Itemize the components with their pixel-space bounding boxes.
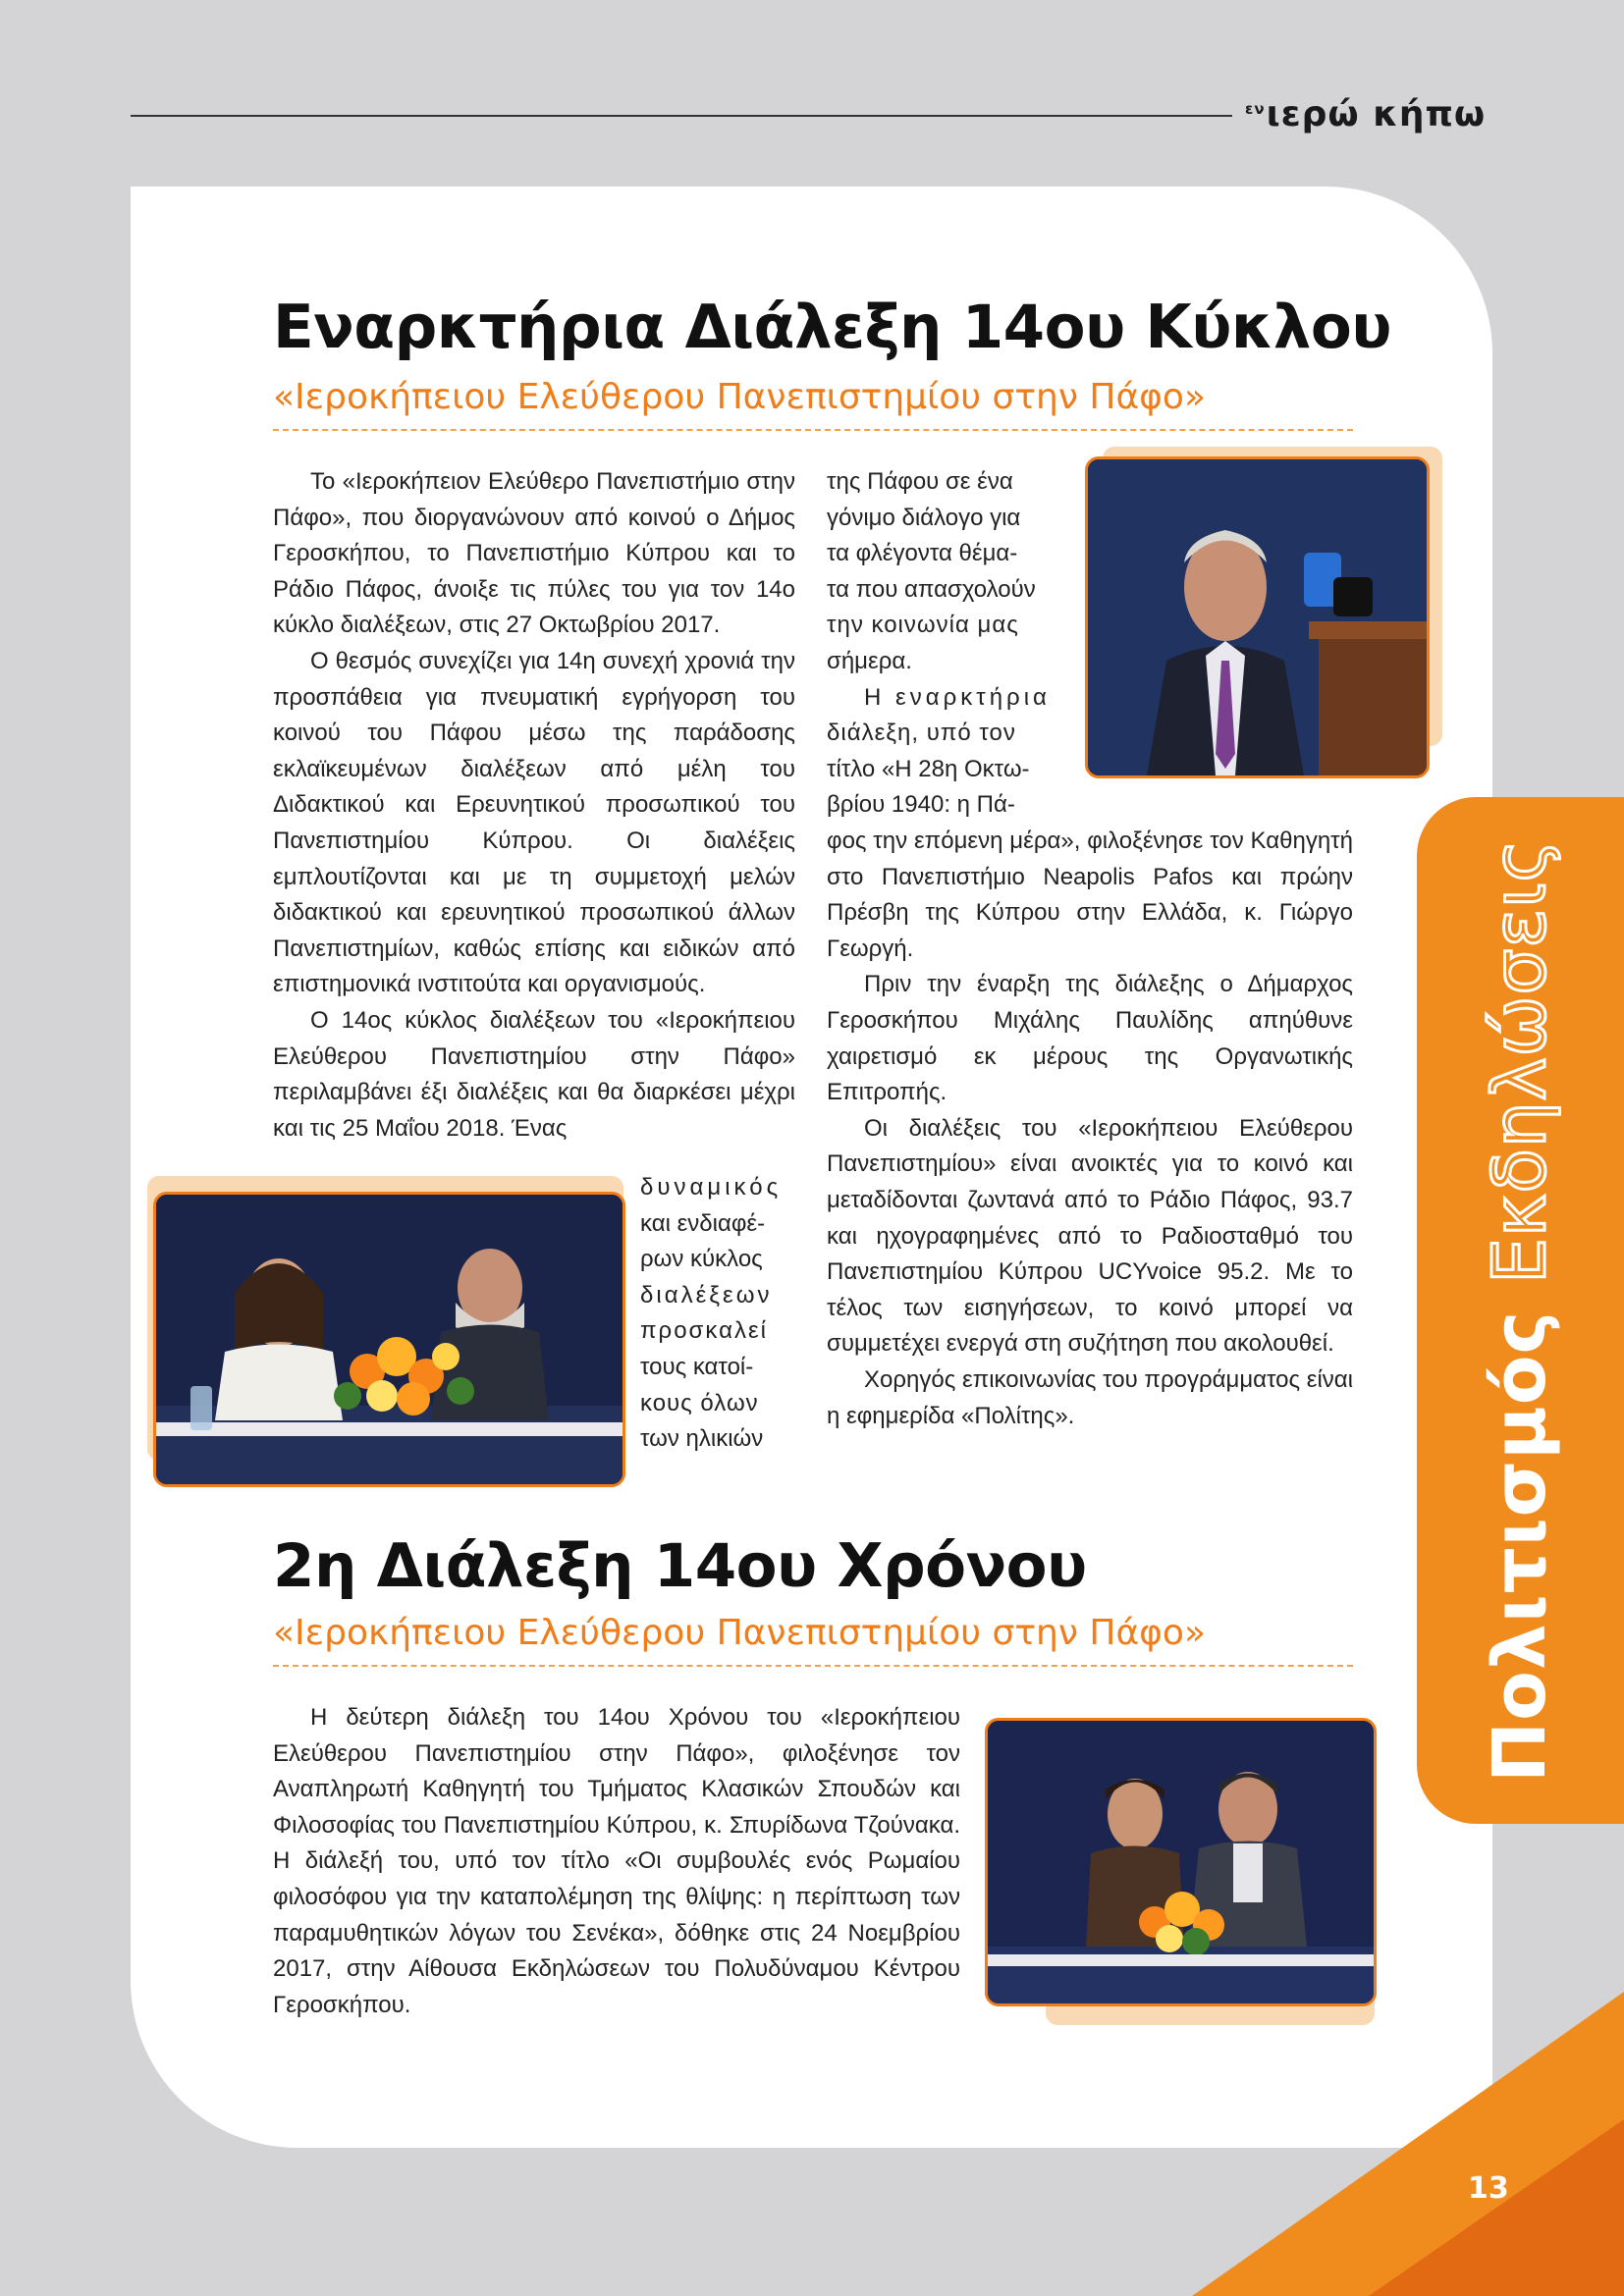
article2-divider — [273, 1665, 1353, 1667]
masthead-title: ιερώ κήπω — [1266, 94, 1487, 134]
wrap-line: τα που απασχολούν — [827, 575, 1036, 603]
article2-body — [273, 1700, 960, 2023]
wrap-line: προσκαλεί — [640, 1317, 768, 1345]
wrap-line: των ηλικιών — [640, 1425, 764, 1453]
article1-column2 — [827, 824, 1353, 1434]
wrap-line: σήμερα. — [827, 647, 912, 674]
section-tab-label — [1478, 838, 1562, 1783]
article1-paragraph: Ο θεσμός συνεχίζει για 14η συνεχή χρονιά την προσπάθεια για πνευματική εγρήγορση του κοινού του Πάφου μέσω της παράδοσης εκλαϊκευμένων διαλέξεων από μέλη του Διδακτικού και Ερευνητικού προσωπικού του Πανεπιστημίου Κύπρου. Οι διαλέξεις εμπλουτίζονται και με τη συμμετοχή μελών διδακτικού και ερευνητικού προσωπικού άλλων Πανεπιστημίων, καθώς επίσης και ειδικών από επιστημονικά ινστιτούτα και οργανισμούς. — [273, 647, 795, 998]
masthead-superscript: εν — [1245, 100, 1266, 118]
wrap-line: της Πάφου σε ένα — [827, 468, 1013, 495]
masthead — [1245, 94, 1486, 134]
article1-column2-wrap — [827, 464, 1058, 824]
wrap-line: τους κατοί- — [640, 1353, 754, 1380]
article1-subtitle: «Ιεροκήπειου Ελεύθερου Πανεπιστημίου στην Πάφο» — [273, 377, 1206, 417]
wrap-line: βρίου 1940: η Πά- — [827, 791, 1015, 819]
wrap-line: τίτλο «Η 28η Οκτω- — [827, 755, 1030, 782]
page-number: 13 — [1468, 2171, 1509, 2206]
wrap-line: ρων κύκλος — [640, 1246, 763, 1273]
wrap-line: κους όλων — [640, 1389, 759, 1416]
article1-column1 — [273, 464, 795, 1147]
article2-paragraph: Η δεύτερη διάλεξη του 14ου Χρόνου του «Ιεροκήπειου Ελεύθερου Πανεπιστημίου στην Πάφο», φιλοξένησε τον Αναπληρωτή Καθηγητή του Τμήματος Κλασικών Σπουδών και Φιλοσοφίας του Πανεπιστημίου Κύπρου, κ. Σπυρίδωνα Τζούνακα. Η διάλεξή του, υπό τον τίτλο «Οι συμβουλές ενός Ρωμαίου φιλοσόφου για την καταπολέμηση της θλίψης: η περίπτωση των παραμυθητικών λόγων του Σενέκα», δόθηκε στις 24 Νοεμβρίου 2017, στην Αίθουσα Εκδηλώσεων του Πολυδύναμου Κέντρου Γεροσκήπου. — [273, 1704, 960, 2018]
article2-title: 2η Διάλεξη 14ου Χρόνου — [273, 1531, 1087, 1601]
wrap-line: τα φλέγοντα θέμα- — [827, 540, 1018, 567]
article1-paragraph: Πριν την έναρξη της διάλεξης ο Δήμαρχος Γεροσκήπου Μιχάλης Παυλίδης απηύθυνε χαιρετισμό εκ μέρους της Οργανωτικής Επιτροπής. — [827, 971, 1353, 1106]
article1-column1-wrap — [640, 1170, 795, 1458]
article1-paragraph: Το «Ιεροκήπειον Ελεύθερο Πανεπιστήμιο στην Πάφο», που διοργανώνουν από κοινού ο Δήμος Γεροσκήπου, το Πανεπιστήμιο Κύπρου και το Ράδιο Πάφος, άνοιξε τις πύλες του για τον 14ο κύκλο διαλέξεων, στις 27 Οκτωβρίου 2017. — [273, 468, 795, 639]
speaker-photo — [1075, 447, 1448, 785]
wrap-line: την κοινωνία μας — [827, 612, 1019, 639]
wrap-line: και ενδιαφέ- — [640, 1209, 766, 1237]
article2-subtitle: «Ιεροκήπειου Ελεύθερου Πανεπιστημίου στην Πάφο» — [273, 1613, 1206, 1653]
article1-paragraph: φος την επόμενη μέρα», φιλοξένησε τον Καθηγητή στο Πανεπιστήμιο Neapolis Pafos και πρώην Πρέσβη της Κύπρου στην Ελλάδα, κ. Γιώργο Γεωργή. — [827, 828, 1353, 962]
section-word-events: Εκδηλώσεις — [1478, 838, 1562, 1284]
panel-photo-1 — [147, 1176, 628, 1500]
article1-paragraph: Χορηγός επικοινωνίας του προγράμματος είναι η εφημερίδα «Πολίτης». — [827, 1365, 1353, 1429]
article1-divider — [273, 429, 1353, 431]
wrap-line: Η εναρκτήρια — [864, 683, 1051, 711]
corner-decoration — [1074, 1972, 1624, 2296]
section-word-culture: Πολιτισμός — [1478, 1309, 1562, 1783]
article1-title: Εναρκτήρια Διάλεξη 14ου Κύκλου — [273, 293, 1391, 362]
header-rule — [131, 115, 1232, 117]
wrap-line: γόνιμο διάλογο για — [827, 504, 1021, 531]
wrap-line: διαλέξεων — [640, 1281, 773, 1308]
wrap-line: δυναμικός — [640, 1174, 783, 1201]
wrap-line: διάλεξη, υπό τον — [827, 720, 1016, 747]
article1-paragraph: Οι διαλέξεις του «Ιεροκήπειου Ελεύθερου Πανεπιστημίου» είναι ανοικτές για το κοινό και μεταδίδονται ζωντανά από το Ράδιο Πάφος, 93.7 και ηχογραφημένες από το Ραδιοσταθμό του Πανεπιστημίου Κύπρου UCYvoice 95.2. Με το τέλος των εισηγήσεων, το κοινό μπορεί να συμμετέχει ενεργά στη συζήτηση που ακολουθεί. — [827, 1114, 1353, 1358]
article1-paragraph: Ο 14ος κύκλος διαλέξεων του «Ιεροκήπειου Ελεύθερου Πανεπιστημίου στην Πάφο» περιλαμβάνει έξι διαλέξεις και θα διαρκέσει μέχρι και τις 25 Μαΐου 2018. Ένας — [273, 1006, 795, 1142]
